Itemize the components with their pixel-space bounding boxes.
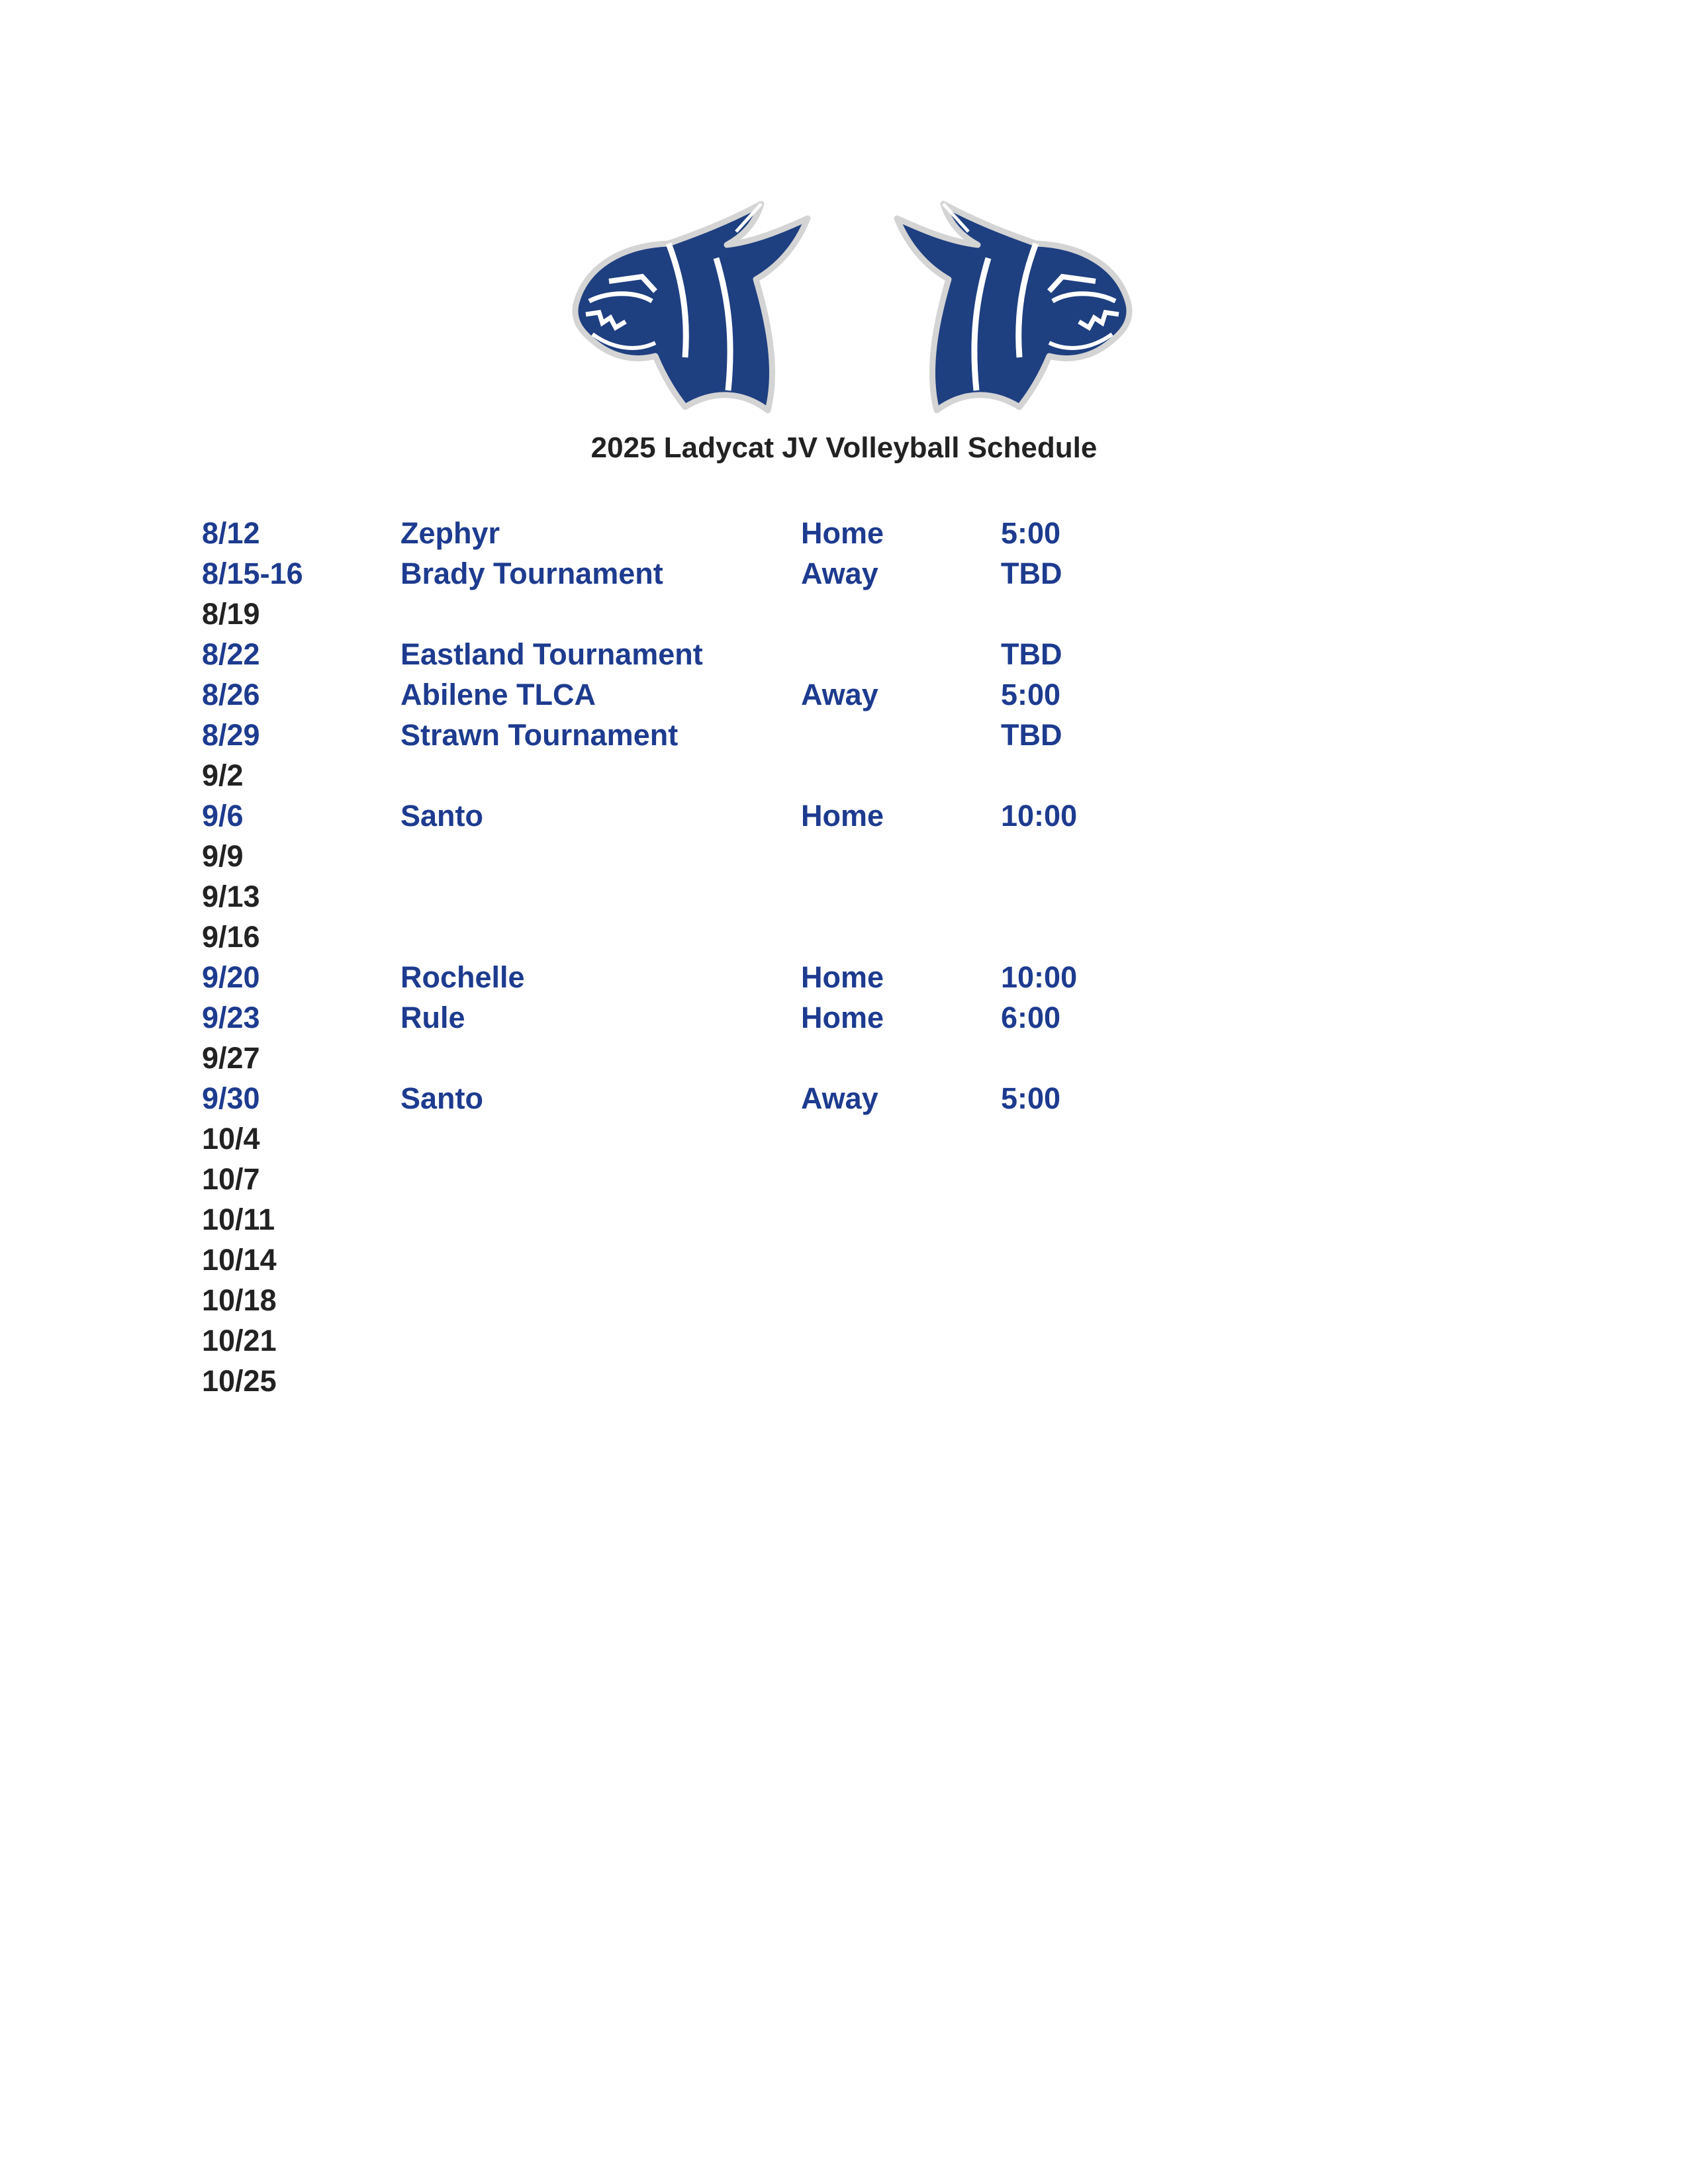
game-opponent: Brady Tournament [400, 556, 663, 590]
schedule-row [202, 1280, 1195, 1320]
page-title: 2025 Ladycat JV Volleyball Schedule [590, 432, 1098, 464]
schedule-row [202, 836, 1195, 876]
game-opponent: Strawn Tournament [400, 717, 679, 752]
game-opponent: Abilene TLCA [400, 677, 596, 711]
game-opponent: Rule [400, 1000, 465, 1034]
schedule-row [202, 513, 1195, 553]
schedule-row [202, 1078, 1195, 1118]
game-time: TBD [1001, 637, 1062, 671]
game-date: 10/4 [202, 1121, 260, 1156]
wildcat-logo-left-icon [563, 192, 827, 430]
game-location: Home [801, 798, 884, 833]
schedule-row [202, 1240, 1195, 1280]
schedule-row [202, 1320, 1195, 1361]
game-location: Away [801, 556, 878, 590]
game-date: 10/14 [202, 1242, 277, 1277]
schedule-row [202, 1118, 1195, 1159]
game-opponent: Santo [400, 798, 484, 833]
game-date: 8/26 [202, 677, 260, 711]
game-date: 9/27 [202, 1040, 260, 1075]
game-date: 8/15-16 [202, 556, 303, 590]
game-date: 9/16 [202, 919, 260, 954]
game-opponent: Rochelle [400, 960, 525, 994]
game-location: Away [801, 677, 878, 711]
schedule-row [202, 553, 1195, 594]
game-opponent: Santo [400, 1081, 484, 1115]
game-location: Away [801, 1081, 878, 1115]
schedule-row [202, 755, 1195, 796]
schedule-row [202, 674, 1195, 715]
wildcat-logo-right-icon [877, 192, 1142, 430]
schedule-row [202, 594, 1195, 634]
game-time: TBD [1001, 717, 1062, 752]
game-opponent: Eastland Tournament [400, 637, 703, 671]
game-date: 9/20 [202, 960, 260, 994]
schedule-table [202, 513, 1195, 1401]
game-date: 9/9 [202, 839, 244, 873]
schedule-row [202, 1361, 1195, 1401]
game-location: Home [801, 1000, 884, 1034]
game-date: 10/21 [202, 1323, 277, 1357]
schedule-row [202, 1159, 1195, 1199]
game-date: 8/12 [202, 516, 260, 550]
game-date: 8/22 [202, 637, 260, 671]
schedule-row [202, 957, 1195, 997]
game-time: TBD [1001, 556, 1062, 590]
schedule-row [202, 634, 1195, 674]
game-date: 9/30 [202, 1081, 260, 1115]
schedule-row [202, 796, 1195, 836]
game-date: 9/23 [202, 1000, 260, 1034]
schedule-row [202, 997, 1195, 1038]
game-date: 8/19 [202, 596, 260, 631]
game-date: 9/6 [202, 798, 244, 833]
schedule-row [202, 876, 1195, 917]
game-location: Home [801, 516, 884, 550]
game-time: 5:00 [1001, 1081, 1061, 1115]
schedule-row [202, 917, 1195, 957]
game-time: 10:00 [1001, 960, 1078, 994]
game-time: 5:00 [1001, 516, 1061, 550]
schedule-row [202, 1038, 1195, 1078]
schedule-row [202, 1199, 1195, 1240]
game-time: 6:00 [1001, 1000, 1061, 1034]
game-time: 10:00 [1001, 798, 1078, 833]
game-location: Home [801, 960, 884, 994]
game-date: 10/25 [202, 1363, 277, 1398]
game-date: 10/11 [202, 1202, 275, 1236]
game-opponent: Zephyr [400, 516, 500, 550]
game-date: 9/13 [202, 879, 260, 913]
game-date: 8/29 [202, 717, 260, 752]
game-time: 5:00 [1001, 677, 1061, 711]
schedule-row [202, 715, 1195, 755]
game-date: 9/2 [202, 758, 244, 792]
game-date: 10/18 [202, 1283, 277, 1317]
game-date: 10/7 [202, 1161, 260, 1196]
